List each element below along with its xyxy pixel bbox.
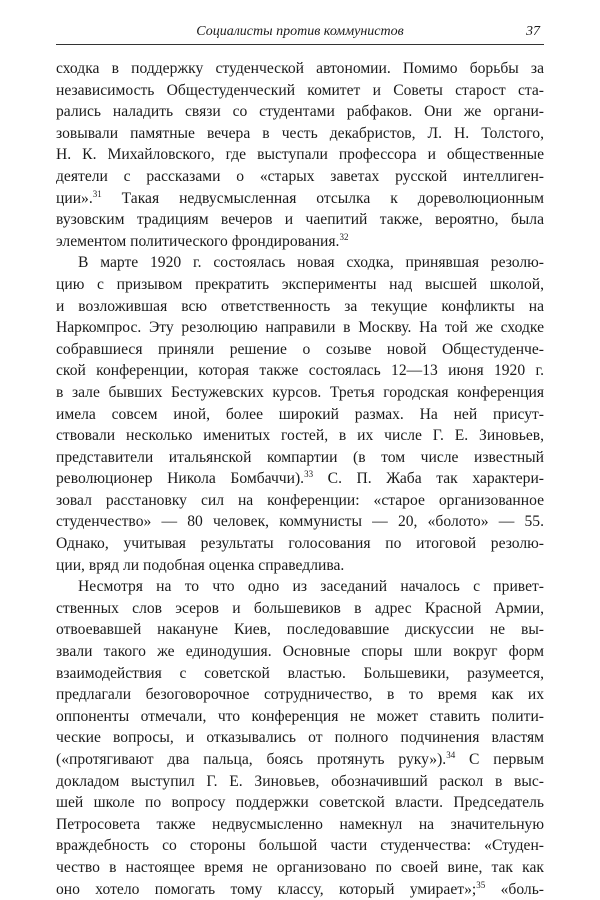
footnote-ref: 32: [339, 231, 349, 242]
text-line: враждебность со стороны большой части студенчества: «Студен-: [56, 837, 544, 855]
text-line: зовывали памятные вечера в честь декабристов, Л. Н. Толстого,: [56, 124, 544, 142]
text-line: элементом политического фрондирования.$^{32}$: [56, 231, 349, 250]
text-line: ции, вряд ли подобная оценка справедлива.: [56, 556, 345, 574]
footnote-ref: 33: [304, 469, 314, 480]
text-line: звали такого же единодушия. Основные споры шли вокруг форм: [56, 643, 544, 661]
text-line: цию с призывом прекратить эксперименты над высшей школой,: [56, 275, 544, 293]
text-line: чество в настоящее время не организовано по своей вине, так как: [56, 858, 544, 876]
text-line: и возложившая всю ответственность за текущие конфликты на: [56, 297, 544, 315]
text-line: имела совсем иной, более широкий размах. На ней присут-: [56, 405, 544, 423]
text-line: независимость Общестуденческий комитет и Советы старост ста-: [56, 81, 544, 99]
text-line: ческие вопросы, и отказывались от полного подчинения властям: [56, 729, 544, 747]
text-line: представители итальянской компартии (в том числе известный: [56, 448, 544, 466]
footnote-ref: 34: [446, 749, 456, 760]
text-line: В марте 1920 г. состоялась новая сходка, принявшая резолю-: [78, 254, 544, 272]
text-line: Наркомпрос. Эту резолюцию направили в Москву. На той же сходке: [56, 319, 544, 337]
text-line: Петросовета также недвусмысленно намекнул на значительную: [56, 815, 544, 833]
text-line: Несмотря на то что одно из заседаний началось с привет-: [78, 578, 544, 596]
text-line: сходка в поддержку студенческой автономии. Помимо борьбы за: [56, 60, 544, 77]
running-title: Социалисты против коммунистов: [196, 24, 404, 39]
text-line: докладом выступил Г. Е. Зиновьев, обозначивший раскол в выс-: [56, 772, 544, 790]
text-line: Однако, учитывая результаты голосования по итоговой резолю-: [56, 535, 544, 553]
text-line: зовал расстановку сил на конференции: «старое организованное: [56, 491, 544, 509]
text-line: отвоевавшей накануне Киев, последовавшие дискуссии не вы-: [56, 621, 544, 639]
running-header: [56, 22, 544, 45]
text-line: рались наладить связи со студентами рабфаков. Они же органи-: [56, 103, 544, 121]
text-line: оно хотело помогать тому классу, который умирает»;$^{35}$ «боль-: [56, 879, 544, 898]
text-line: революционер Никола Бомбаччи).$^{33}$ С. П. Жаба так характери-: [56, 469, 544, 488]
text-line: предлагали безоговорочное сотрудничество, в то время как их: [56, 686, 544, 704]
text-line: собравшиеся приняли решение о созыве новой Общестуденче-: [56, 340, 544, 358]
text-line: («протягивают два пальца, боясь протянуть руку»).$^{34}$ С первым: [56, 749, 544, 768]
text-line: шей школе по вопросу поддержки советской власти. Председатель: [56, 794, 544, 812]
text-line: студенчество» — 80 человек, коммунисты — 20, «болото» — 55.: [56, 513, 544, 531]
body-text: [56, 58, 544, 900]
text-line: деятели с рассказами о «старых заветах русской интеллиген-: [56, 167, 544, 185]
text-line: оппоненты отмечали, что конференция не может ставить полити-: [56, 707, 544, 725]
page-number: 37: [526, 24, 540, 39]
text-line: взаимодействия с советской властью. Большевики, разумеется,: [56, 664, 544, 682]
text-line: в зале бывших Бестужевских курсов. Третья городская конференция: [56, 383, 544, 401]
text-line: вузовским традициям вечеров и чаепитий также, вероятно, была: [56, 211, 544, 229]
text-line: ствовали несколько именитых гостей, в их числе Г. Е. Зиновьев,: [56, 427, 544, 445]
text-line: ции».$^{31}$ Такая недвусмысленная отсылка к дореволюционным: [56, 188, 544, 207]
text-line: Н. К. Михайловского, где выступали профессора и общественные: [56, 146, 544, 164]
text-line: ственных слов эсеров и большевиков в адрес Красной Армии,: [56, 599, 544, 617]
footnote-ref: 35: [476, 879, 486, 890]
text-line: ской конференции, которая также состоялась 12—13 июня 1920 г.: [56, 362, 544, 380]
footnote-ref: 31: [92, 188, 102, 199]
